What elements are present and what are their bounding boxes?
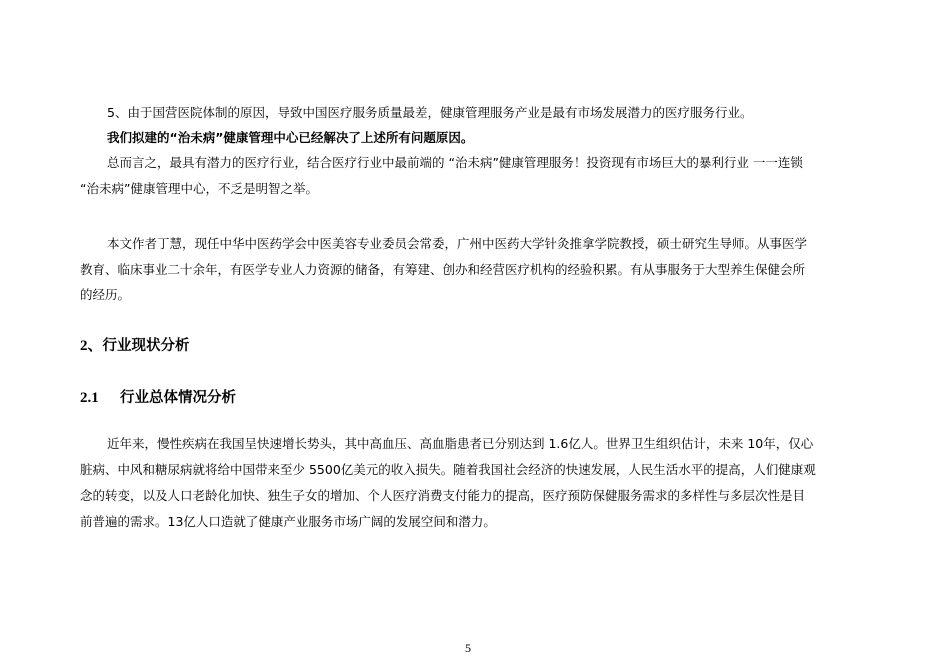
subsection-title: 行业总体情况分析 (120, 390, 236, 406)
page-number: 5 (465, 641, 471, 655)
industry-paragraph-line-2: 脏病、中风和糖尿病就将给中国带来至少 5500亿美元的收入损失。随着我国社会经济的快速发展，人民生活水平的提高，人们健康观 (80, 462, 816, 477)
section-title: 行业现状分析 (102, 338, 190, 354)
paragraph-summary-line-1: 总而言之，最具有潜力的医疗行业，结合医疗行业中最前端的 “治未病”健康管理服务！投资现有市场巨大的暴利行业 一一连锁 (107, 155, 803, 170)
author-bio-line-2: 教育、临床事业二十余年，有医学专业人力资源的储备，有筹建、创办和经营医疗机构的经验积累。有从事服务于大型养生保健会所 (80, 262, 806, 277)
paragraph-point-5: 5、由于国营医院体制的原因，导致中国医疗服务质量最差，健康管理服务产业是最有市场发展潜力的医疗服务行业。 (107, 105, 753, 120)
author-bio-line-3: 的经历。 (80, 287, 131, 302)
section-number: 2、 (80, 338, 103, 354)
industry-paragraph-line-3: 念的转变，以及人口老龄化加快、独生子女的增加、个人医疗消费支付能力的提高，医疗预防保健服务需求的多样性与多层次性是目 (80, 488, 806, 503)
industry-paragraph-line-1: 近年来，慢性疾病在我国呈快速增长势头，其中高血压、高血脂患者已分别达到 1.6亿人。世界卫生组织估计，未来 10年，仅心 (107, 436, 814, 451)
paragraph-summary-line-2: “治未病”健康管理中心，不乏是明智之举。 (80, 181, 318, 196)
subsection-number: 2.1 (80, 390, 99, 406)
industry-paragraph-line-4: 前普遍的需求。13亿人口造就了健康产业服务市场广阔的发展空间和潜力。 (80, 514, 496, 529)
author-bio-line-1: 本文作者丁慧，现任中华中医药学会中医美容专业委员会常委，广州中医药大学针灸推拿学院教授，硕士研究生导师。从事医学 (107, 236, 808, 251)
paragraph-bold-statement: 我们拟建的“治未病”健康管理中心已经解决了上述所有问题原因。 (107, 130, 474, 145)
section-heading-2-1 (80, 389, 236, 407)
section-heading-2 (80, 337, 190, 355)
